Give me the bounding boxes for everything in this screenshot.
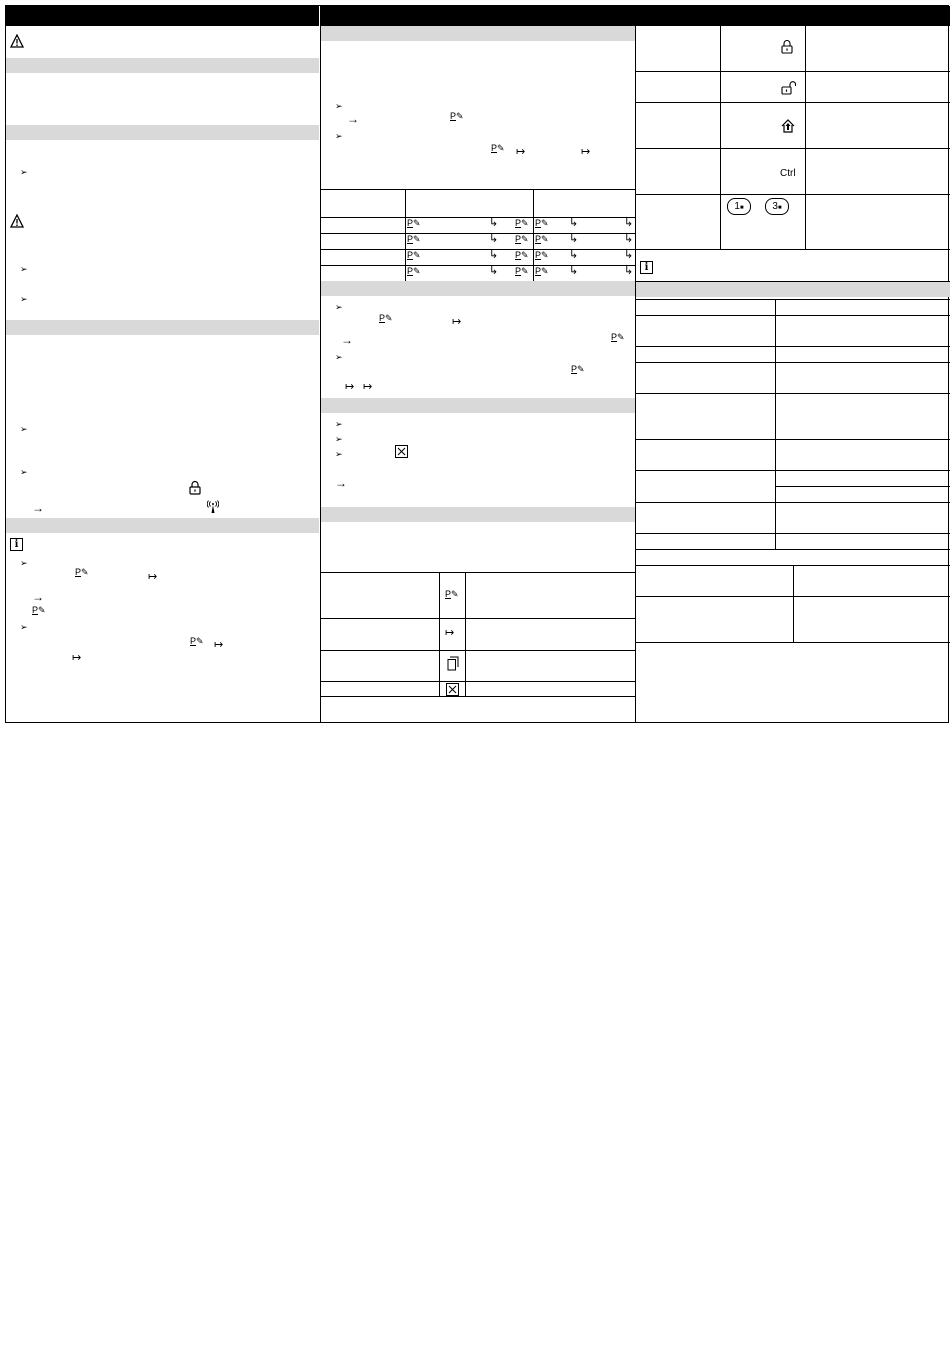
pen-letter: P: [407, 218, 414, 228]
table-rule: [636, 102, 950, 103]
enter-arrow-icon: ↦: [452, 316, 462, 328]
enter-arrow-icon: ↳: [489, 217, 499, 229]
pen-letter: P: [535, 218, 542, 228]
enter-arrow-icon: ↳: [489, 249, 499, 261]
key-number: 1: [734, 201, 740, 212]
key-3-icon: [765, 198, 789, 215]
table-rule: [636, 249, 950, 250]
table-rule: [405, 189, 406, 281]
table-rule: [321, 233, 635, 234]
program-pen-icon: P✎: [407, 218, 421, 228]
table-rule: [636, 299, 950, 300]
table-rule: [775, 486, 950, 487]
table-rule: [321, 265, 635, 266]
enter-arrow-icon: ↳: [569, 265, 579, 277]
pen-letter: P: [535, 234, 542, 244]
section-band: [321, 507, 635, 522]
table-rule: [465, 572, 466, 696]
enter-arrow-icon: ↳: [624, 217, 634, 229]
section-band: [321, 281, 635, 296]
bullet-marker: ➢: [335, 302, 343, 312]
program-pen-icon: P✎: [571, 364, 585, 374]
program-pen-icon: P✎: [75, 567, 89, 577]
pen-letter: P: [379, 313, 386, 323]
table-rule: [321, 189, 635, 190]
pen-letter: P: [32, 605, 39, 615]
right-arrow: →: [335, 476, 347, 490]
bullet-marker: ➢: [335, 419, 343, 429]
table-rule: [636, 194, 950, 195]
right-arrow: →: [32, 501, 44, 515]
table-rule: [636, 533, 950, 534]
warning-triangle-icon: [10, 214, 24, 228]
enter-arrow-icon: ↦: [72, 652, 82, 664]
program-pen-icon: P✎: [535, 234, 549, 244]
table-rule: [321, 618, 635, 619]
enter-arrow-icon: ↦: [214, 639, 224, 651]
column-1: [6, 6, 319, 722]
section-band: [6, 125, 319, 140]
section-band: [321, 398, 635, 413]
home-arrest-icon: [781, 119, 795, 133]
key-dot: ■: [739, 205, 744, 211]
program-pen-icon: P✎: [535, 218, 549, 228]
pen-letter: P: [450, 111, 457, 121]
section-band: [6, 320, 319, 335]
table-rule: [636, 549, 950, 550]
enter-arrow-icon: ↦: [148, 571, 158, 583]
column-3: [635, 6, 950, 722]
section-band: [636, 282, 950, 297]
column-2: [320, 6, 635, 722]
pen-letter: P: [75, 567, 82, 577]
delete-box-icon: [446, 683, 459, 696]
antenna-icon: [207, 500, 219, 514]
table-rule: [636, 470, 950, 471]
bullet-marker: ➢: [335, 449, 343, 459]
lock-icon: [781, 39, 793, 54]
key-number: 3: [772, 201, 778, 212]
pen-letter: P: [611, 332, 618, 342]
lock-icon: [189, 480, 201, 495]
enter-arrow-icon: ↦: [345, 381, 355, 393]
program-pen-icon: P✎: [515, 266, 529, 276]
column-2-header-bar: [321, 6, 635, 26]
column-3-header-bar: [636, 6, 950, 26]
table-rule: [720, 26, 721, 249]
key-1-icon: [727, 198, 751, 215]
table-rule: [321, 249, 635, 250]
enter-arrow-icon: ↳: [569, 217, 579, 229]
right-arrow: →: [32, 590, 44, 604]
bullet-marker: ➢: [20, 294, 28, 304]
program-pen-icon: P✎: [445, 589, 459, 599]
pen-letter: P: [445, 589, 452, 599]
bullet-marker: ➢: [20, 167, 28, 177]
program-pen-icon: P✎: [407, 234, 421, 244]
bullet-marker: ➢: [20, 558, 28, 568]
bullet-marker: ➢: [20, 264, 28, 274]
section-band: [6, 58, 319, 73]
info-icon: i: [640, 261, 653, 274]
enter-arrow-icon: ↳: [569, 249, 579, 261]
program-pen-icon: P✎: [535, 250, 549, 260]
pen-letter: P: [407, 234, 414, 244]
table-rule: [533, 189, 534, 281]
ctrl-key-label: Ctrl: [780, 168, 796, 179]
program-pen-icon: P✎: [515, 250, 529, 260]
enter-arrow-icon: ↳: [624, 249, 634, 261]
enter-arrow-icon: ↳: [569, 233, 579, 245]
bullet-marker: ➢: [335, 101, 343, 111]
enter-arrow-icon: ↳: [624, 265, 634, 277]
program-pen-icon: P✎: [515, 218, 529, 228]
bullet-marker: ➢: [335, 434, 343, 444]
enter-arrow-icon: ↳: [489, 233, 499, 245]
copy-icon: [447, 656, 459, 671]
bullet-marker: ➢: [20, 424, 28, 434]
column-1-header-bar: [6, 6, 319, 26]
enter-arrow-icon: ↳: [489, 265, 499, 277]
table-rule: [636, 148, 950, 149]
bullet-marker: ➢: [335, 131, 343, 141]
section-band: [321, 26, 635, 41]
enter-arrow-icon: ↦: [581, 146, 591, 158]
table-rule: [636, 346, 950, 347]
pen-letter: P: [515, 218, 522, 228]
table-rule: [439, 572, 440, 696]
table-rule: [805, 26, 806, 249]
program-pen-icon: P✎: [32, 605, 46, 615]
program-pen-icon: P✎: [379, 313, 393, 323]
table-rule: [636, 71, 950, 72]
table-rule: [321, 217, 635, 218]
program-pen-icon: P✎: [535, 266, 549, 276]
table-rule: [321, 696, 635, 697]
bullet-marker: ➢: [20, 467, 28, 477]
table-rule: [793, 565, 794, 642]
pen-letter: P: [407, 250, 414, 260]
pen-letter: P: [535, 266, 542, 276]
pen-letter: P: [571, 364, 578, 374]
pen-letter: P: [491, 143, 498, 153]
pen-letter: P: [515, 250, 522, 260]
enter-arrow-icon: ↳: [624, 233, 634, 245]
table-rule: [321, 650, 635, 651]
table-rule: [636, 362, 950, 363]
table-rule: [636, 642, 950, 643]
table-rule: [321, 572, 635, 573]
program-pen-icon: P✎: [450, 111, 464, 121]
right-arrow: →: [341, 333, 353, 347]
program-pen-icon: P✎: [407, 250, 421, 260]
table-rule: [636, 393, 950, 394]
pen-letter: P: [515, 234, 522, 244]
quick-guide-page: [5, 5, 949, 723]
unlock-icon: [781, 80, 796, 95]
bullet-marker: ➢: [335, 352, 343, 362]
program-pen-icon: P✎: [491, 143, 505, 153]
warning-triangle-icon: [10, 34, 24, 48]
program-pen-icon: P✎: [515, 234, 529, 244]
program-pen-icon: P✎: [190, 636, 204, 646]
enter-arrow-icon: ↦: [516, 146, 526, 158]
program-pen-icon: P✎: [407, 266, 421, 276]
pen-letter: P: [190, 636, 197, 646]
enter-arrow-icon: ↦: [363, 381, 373, 393]
table-rule: [321, 681, 635, 682]
info-icon: i: [10, 538, 23, 551]
pen-letter: P: [515, 266, 522, 276]
program-pen-icon: P✎: [611, 332, 625, 342]
pen-letter: P: [535, 250, 542, 260]
table-rule: [636, 439, 950, 440]
table-rule: [775, 299, 776, 549]
key-dot: ■: [777, 205, 782, 211]
right-arrow: →: [347, 112, 359, 126]
bullet-marker: ➢: [20, 622, 28, 632]
delete-box-icon: [395, 445, 408, 458]
table-rule: [636, 502, 950, 503]
table-rule: [636, 315, 950, 316]
pen-letter: P: [407, 266, 414, 276]
enter-arrow-icon: ↦: [445, 627, 455, 639]
section-band: [6, 518, 319, 533]
